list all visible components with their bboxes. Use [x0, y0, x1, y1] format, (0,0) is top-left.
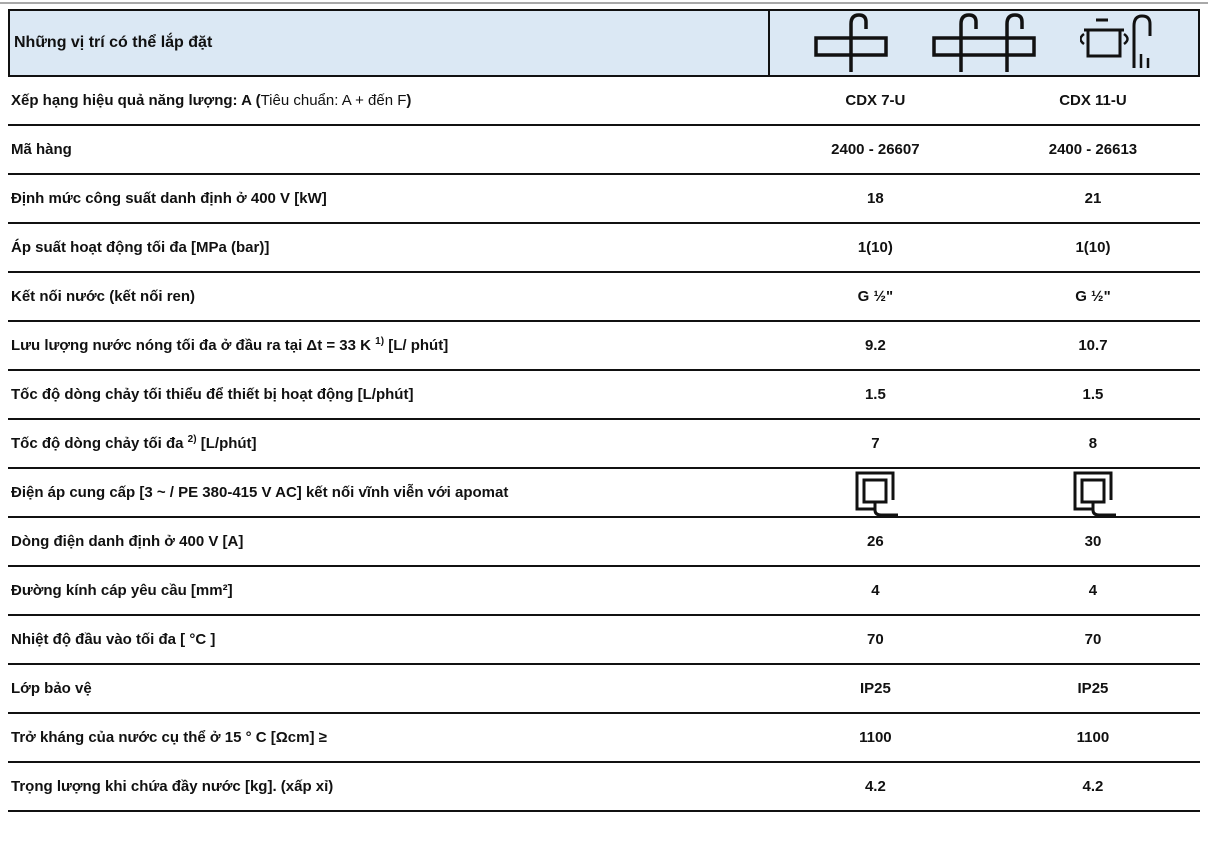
row-label: [8, 92, 765, 109]
spec-row: [8, 665, 1200, 714]
row-label: [8, 336, 765, 354]
value-cell: 1100: [1076, 729, 1110, 746]
header-label: Những vị trí có thể lắp đặt: [10, 11, 770, 75]
value-cell: 4.2: [864, 778, 886, 795]
value-cell: 2400 - 26607: [831, 141, 920, 158]
footnote-marker: 2): [187, 434, 197, 446]
row-label: [8, 386, 765, 403]
value-cell: 21: [1084, 190, 1102, 207]
spec-row: [8, 567, 1200, 616]
row-label: [8, 582, 765, 599]
spec-row: [8, 714, 1200, 763]
spec-table: [8, 9, 1200, 812]
value-cell: IP25: [1077, 680, 1109, 697]
model-name-col2: CDX 11-U: [1059, 92, 1127, 109]
row-label-text: Tốc độ dòng chảy tối đa: [11, 435, 188, 453]
permanent-connection-icon: [986, 468, 1200, 518]
wall-two-taps-icon: [931, 12, 1037, 74]
value-cell: IP25: [859, 680, 891, 697]
value-cell: 1100: [859, 729, 892, 746]
value-cell: 1(10): [857, 239, 893, 256]
value-cell: G ½": [1075, 288, 1111, 305]
spec-row: [8, 469, 1200, 518]
spec-row: [8, 518, 1200, 567]
value-cell: 8: [1088, 435, 1098, 452]
spec-row: [8, 420, 1200, 469]
row-label-text: Đường kính cáp yêu cầu [mm²]: [11, 581, 233, 599]
label-close-part: ): [406, 91, 412, 109]
spec-row: [8, 763, 1200, 812]
row-label-text: Định mức công suất danh định ở 400 V [kW]: [11, 189, 327, 207]
top-divider: [0, 2, 1208, 4]
value-cell: 26: [867, 533, 884, 550]
value-cell: 7: [871, 435, 880, 452]
row-label: [8, 288, 765, 305]
wall-single-tap-icon: [813, 12, 889, 74]
table-header-row: [8, 9, 1200, 77]
installation-position-icons: [770, 11, 1198, 75]
spec-rows-container: [8, 126, 1200, 812]
row-label: [8, 533, 765, 550]
row-label-text: Kết nối nước (kết nối ren): [11, 287, 196, 305]
model-name-col1: CDX 7-U: [845, 92, 906, 109]
spec-row: [8, 273, 1200, 322]
row-label-text: Mã hàng: [11, 140, 72, 158]
value-cell: 4: [1088, 582, 1098, 599]
label-regular-part: Tiêu chuẩn: A + đến F: [260, 91, 407, 109]
row-label-text: Dòng điện danh định ở 400 V [A]: [11, 532, 244, 550]
row-label-text: Áp suất hoạt động tối đa [MPa (bar)]: [11, 238, 270, 256]
row-label: [8, 729, 765, 746]
row-label-unit: [L/phút]: [196, 435, 257, 453]
value-cell: 4.2: [1082, 778, 1104, 795]
spec-row: [8, 616, 1200, 665]
value-cell: 1.5: [864, 386, 886, 403]
spec-row: [8, 371, 1200, 420]
footnote-marker: 1): [375, 336, 385, 348]
row-label: [8, 484, 765, 501]
value-cell: 30: [1084, 533, 1102, 550]
row-label-unit: [L/ phút]: [384, 337, 449, 355]
value-cell: 1.5: [1082, 386, 1104, 403]
value-cell: 18: [867, 190, 884, 207]
row-label: [8, 680, 765, 697]
row-label: [8, 631, 765, 648]
spec-row: [8, 224, 1200, 273]
row-label-text: Trọng lượng khi chứa đầy nước [kg]. (xấp xỉ): [11, 777, 334, 795]
value-cell: 70: [867, 631, 884, 648]
value-cell: 10.7: [1078, 337, 1108, 354]
value-cell: 9.2: [864, 337, 886, 354]
spec-row: [8, 175, 1200, 224]
row-label: [8, 434, 765, 452]
row-label-text: Lớp bảo vệ: [11, 679, 92, 697]
value-cell: 70: [1084, 631, 1102, 648]
value-cell: G ½": [857, 288, 894, 305]
row-label: [8, 190, 765, 207]
label-bold-part: Xếp hạng hiệu quả năng lượng: A (: [11, 91, 261, 109]
row-label-text: Tốc độ dòng chảy tối thiểu để thiết bị hoạt động [L/phút]: [11, 385, 414, 403]
row-label-text: Trở kháng của nước cụ thể ở 15 ° C [Ωcm] ≥: [11, 728, 327, 746]
row-label-text: Lưu lượng nước nóng tối đa ở đầu ra tại Δt = 33 K: [11, 337, 376, 355]
row-label-text: Nhiệt độ đầu vào tối đa [ °C ]: [11, 630, 216, 648]
row-label: [8, 778, 765, 795]
permanent-connection-icon: [765, 468, 986, 518]
pot-and-faucet-icon: [1080, 14, 1156, 72]
value-cell: 1(10): [1075, 239, 1111, 256]
spec-row: [8, 126, 1200, 175]
spec-row: [8, 322, 1200, 371]
row-label: [8, 141, 765, 158]
value-cell: 2400 - 26613: [1048, 141, 1138, 158]
row-label-text: Điện áp cung cấp [3 ~ / PE 380-415 V AC] kết nối vĩnh viễn với apomat: [11, 483, 509, 501]
row-label: [8, 239, 765, 256]
value-cell: 4: [871, 582, 880, 599]
model-row: [8, 77, 1200, 126]
